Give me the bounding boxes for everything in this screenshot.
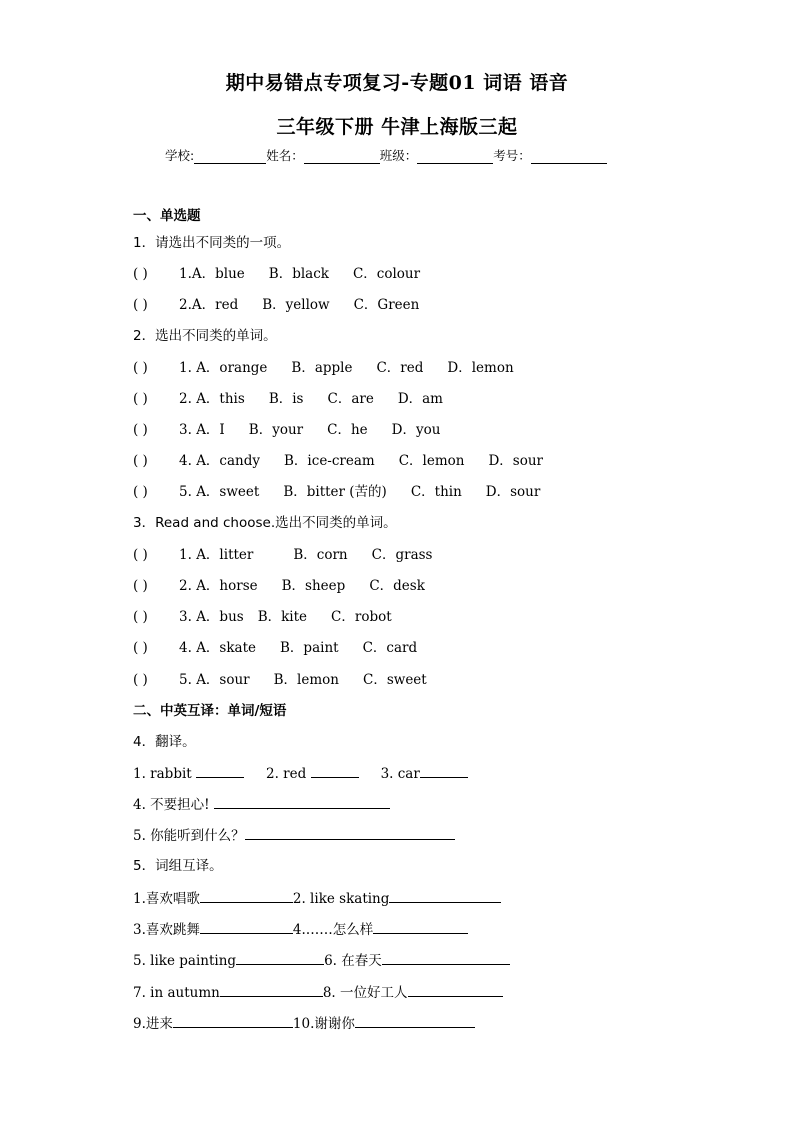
phrase-item: 4.……怎么样 — [292, 922, 374, 938]
option-b: B．kite — [257, 609, 308, 625]
student-info-row — [165, 146, 607, 164]
item-number: 2. — [179, 578, 192, 594]
answer-parentheses[interactable]: ( ) — [133, 422, 148, 438]
q3-item-5 — [133, 671, 427, 689]
option-a: A．bus — [196, 609, 244, 625]
q1-item-1 — [133, 265, 420, 283]
option-c: C．he — [327, 422, 368, 438]
option-a: A．sweet — [196, 484, 260, 500]
item-number: 4. — [179, 453, 192, 469]
q1-item-2 — [133, 296, 419, 314]
answer-blank[interactable] — [245, 826, 455, 840]
option-d: D．sour — [488, 453, 544, 469]
option-a: A．orange — [196, 360, 268, 376]
option-c: C．thin — [410, 484, 462, 500]
option-a: A．candy — [196, 453, 261, 469]
phrase-item: 1.喜欢唱歌 — [133, 891, 200, 907]
answer-parentheses[interactable]: ( ) — [133, 640, 148, 656]
answer-parentheses[interactable]: ( ) — [133, 266, 148, 282]
option-b: B．your — [248, 422, 304, 438]
option-a: A．litter — [196, 547, 254, 563]
q2-item-2 — [133, 390, 443, 408]
word-rabbit: 1. rabbit — [133, 766, 192, 782]
q4-line-3 — [133, 826, 455, 845]
phrase-what-can-you-hear: 5. 你能听到什么？ — [133, 828, 245, 844]
option-b: B．black — [268, 266, 329, 282]
option-b: B．corn — [293, 547, 348, 563]
word-red: 2. red — [266, 766, 307, 782]
item-number: 2. — [179, 297, 192, 313]
phrase-item: 3.喜欢跳舞 — [133, 922, 200, 938]
answer-blank[interactable] — [173, 1014, 293, 1028]
q5-row-2 — [133, 920, 468, 939]
phrase-item: 6. 在春天 — [324, 953, 382, 969]
class-blank[interactable] — [417, 149, 493, 164]
option-c: C．Green — [353, 297, 420, 313]
answer-blank[interactable] — [408, 983, 503, 997]
phrase-item: 5. like painting — [133, 953, 237, 969]
answer-parentheses[interactable]: ( ) — [133, 297, 148, 313]
option-a: A．I — [196, 422, 225, 438]
school-blank[interactable] — [194, 149, 266, 164]
q3-item-1 — [133, 546, 432, 564]
q2-item-5 — [133, 483, 540, 501]
class-label: 班级： — [379, 148, 418, 163]
q5-row-1 — [133, 889, 501, 908]
option-c: C．sweet — [363, 672, 427, 688]
option-a: A．sour — [196, 672, 250, 688]
option-c: C．grass — [371, 547, 433, 563]
item-number: 3. — [179, 609, 192, 625]
item-number: 4. — [179, 640, 192, 656]
item-number: 5. — [179, 484, 192, 500]
answer-blank[interactable] — [420, 764, 468, 778]
option-b: B．yellow — [262, 297, 330, 313]
answer-parentheses[interactable]: ( ) — [133, 453, 148, 469]
option-a: A．horse — [196, 578, 258, 594]
page-title: 期中易错点专项复习-专题01 词语 语音 — [225, 72, 569, 94]
answer-blank[interactable] — [355, 1014, 475, 1028]
q2-item-4 — [133, 452, 543, 470]
option-c: C．lemon — [398, 453, 465, 469]
word-car: 3. car — [380, 766, 420, 782]
answer-blank[interactable] — [389, 889, 501, 903]
option-d: D．you — [391, 422, 441, 438]
item-number: 3. — [179, 422, 192, 438]
answer-parentheses[interactable]: ( ) — [133, 391, 148, 407]
answer-blank[interactable] — [311, 764, 359, 778]
item-number: 2. — [179, 391, 192, 407]
q3-item-2 — [133, 577, 425, 595]
option-b: B．paint — [280, 640, 339, 656]
exam-number-label: 考号： — [493, 148, 531, 163]
option-c: C．desk — [369, 578, 425, 594]
section-2-heading: 二、中英互译：单词/短语 — [133, 703, 287, 719]
item-number: 5. — [179, 672, 192, 688]
q5-row-4 — [133, 983, 503, 1002]
question-2-prompt: 2．选出不同类的单词。 — [133, 328, 277, 344]
option-a: A．red — [191, 297, 239, 313]
phrase-dont-worry: 4. 不要担心! — [133, 797, 210, 813]
q3-item-3 — [133, 608, 392, 626]
option-d: D．am — [397, 391, 443, 407]
answer-blank[interactable] — [196, 764, 244, 778]
name-blank[interactable] — [304, 149, 380, 164]
option-b: B．ice-cream — [284, 453, 375, 469]
q2-item-3 — [133, 421, 440, 439]
answer-blank[interactable] — [214, 795, 390, 809]
q3-item-4 — [133, 639, 417, 657]
question-1-prompt: 1．请选出不同类的一项。 — [133, 235, 291, 251]
question-5-prompt: 5．词组互译。 — [133, 858, 223, 874]
section-1-heading: 一、单选题 — [133, 208, 201, 224]
answer-parentheses[interactable]: ( ) — [133, 609, 148, 625]
option-a: A．blue — [191, 266, 245, 282]
q4-line-1 — [133, 764, 468, 783]
answer-blank[interactable] — [373, 920, 468, 934]
q4-line-2 — [133, 795, 390, 814]
q5-row-5 — [133, 1014, 475, 1033]
option-c: C．colour — [352, 266, 421, 282]
answer-blank[interactable] — [382, 951, 510, 965]
school-label: 学校: — [165, 148, 195, 163]
item-number: 1. — [179, 266, 192, 282]
question-3-prompt: 3．Read and choose.选出不同类的单词。 — [133, 515, 397, 531]
option-a: A．skate — [196, 640, 257, 656]
option-b: B．apple — [291, 360, 353, 376]
name-label: 姓名： — [266, 148, 304, 163]
option-c: C．card — [362, 640, 418, 656]
question-4-prompt: 4．翻译。 — [133, 734, 196, 750]
answer-blank[interactable] — [220, 983, 323, 997]
answer-blank[interactable] — [236, 951, 324, 965]
answer-parentheses[interactable]: ( ) — [133, 547, 148, 563]
phrase-item: 10.谢谢你 — [292, 1016, 355, 1032]
answer-parentheses[interactable]: ( ) — [133, 672, 148, 688]
option-c: C．are — [327, 391, 374, 407]
option-d: D．sour — [485, 484, 541, 500]
option-a: A．this — [196, 391, 245, 407]
option-c: C．robot — [331, 609, 392, 625]
option-d: D．lemon — [447, 360, 514, 376]
option-b: B．lemon — [273, 672, 339, 688]
answer-parentheses[interactable]: ( ) — [133, 360, 148, 376]
phrase-item: 9.进来 — [133, 1016, 173, 1032]
answer-blank[interactable] — [200, 889, 293, 903]
page-subtitle: 三年级下册 牛津上海版三起 — [276, 116, 518, 138]
option-b: B．bitter (苦的) — [283, 484, 387, 500]
q5-row-3 — [133, 951, 510, 970]
option-b: B．sheep — [281, 578, 346, 594]
option-b: B．is — [268, 391, 304, 407]
exam-number-blank[interactable] — [531, 149, 607, 164]
phrase-item: 8. 一位好工人 — [322, 985, 408, 1001]
answer-parentheses[interactable]: ( ) — [133, 578, 148, 594]
item-number: 1. — [179, 360, 192, 376]
phrase-item: 7. in autumn — [133, 985, 220, 1001]
item-number: 1. — [179, 547, 192, 563]
option-c: C．red — [376, 360, 424, 376]
answer-parentheses[interactable]: ( ) — [133, 484, 148, 500]
phrase-item: 2. like skating — [292, 891, 390, 907]
q2-item-1 — [133, 359, 514, 377]
answer-blank[interactable] — [200, 920, 293, 934]
